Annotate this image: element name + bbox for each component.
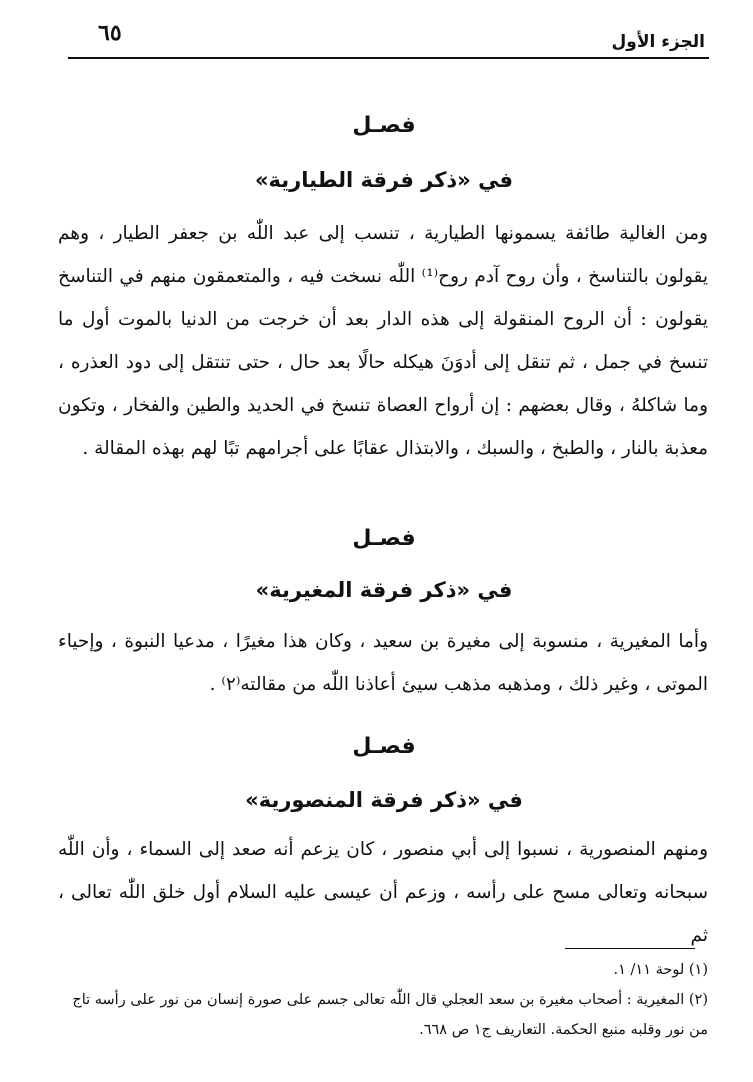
section-subtitle: في «ذكر فرقة المنصورية» (245, 788, 523, 812)
header-divider (68, 57, 709, 59)
footnotes (55, 955, 708, 1045)
page-number: ٦٥ (98, 20, 122, 46)
footnote-divider (565, 948, 695, 949)
paragraph: ومنهم المنصورية ، نسبوا إلى أبي منصور ، كان يزعم أنه صعد إلى السماء ، وأن اللّٰه سبحانه وتعالى مسح على رأسه ، وزعم أن عيسى عليه السلام أول خلق اللّٰه تعالى ، ثم (58, 839, 708, 946)
section-subtitle: في «ذكر فرقة المغيرية» (255, 578, 513, 602)
page-header (70, 18, 705, 60)
paragraph: ومن الغالية طائفة يسمونها الطيارية ، تنسب إلى عبد اللّٰه بن جعفر الطيار ، وهم يقولون بالتناسخ ، وأن روح آدم روح⁽¹⁾ اللّٰه نسخت فيه ، والمتعمقون منهم في التناسخ يقولون : أن الروح المنقولة إلى هذه الدار بعد أن خرجت من الدنيا بالموت أول ما تنسخ في جمل ، ثم تنقل إلى أدوَنَ هيكله حالًا بعد حال ، حتى تنتقل إلى دود العذره ، وما شاكلهُ ، وقال بعضهم : إن أرواح العصاة تنسخ في الحديد والطين والفخار ، وتكون معذبة بالنار ، والطبخ ، والسبك ، والابتذال عقابًا على أجرامهم تبًا لهم بهذه المقالة . (58, 223, 709, 459)
section-subtitle: في «ذكر فرقة الطيارية» (254, 168, 514, 192)
footnote: (٢) المغيرية : أصحاب مغيرة بن سعد العجلي قال اللّٰه تعالى جسم على صورة إنسان من نور على رأسه تاج من نور وقلبه منبع الحكمة. التعاريف ج١ ص ٦٦٨. (72, 992, 708, 1038)
section-heading: فصـل (352, 734, 416, 759)
part-title: الجزء الأول (611, 32, 705, 52)
footnote: (١) لوحة ١١/ ١. (613, 962, 708, 978)
section-heading: فصـل (352, 526, 416, 551)
section-heading: فصـل (352, 113, 416, 138)
paragraph: وأما المغيرية ، منسوبة إلى مغيرة بن سعيد ، وكان هذا مغيرًا ، مدعيا النبوة ، وإحياء الموتى ، وغير ذلك ، ومذهبه مذهب سيئ أعاذنا اللّٰه من مقالته⁽٢⁾ . (58, 631, 708, 695)
